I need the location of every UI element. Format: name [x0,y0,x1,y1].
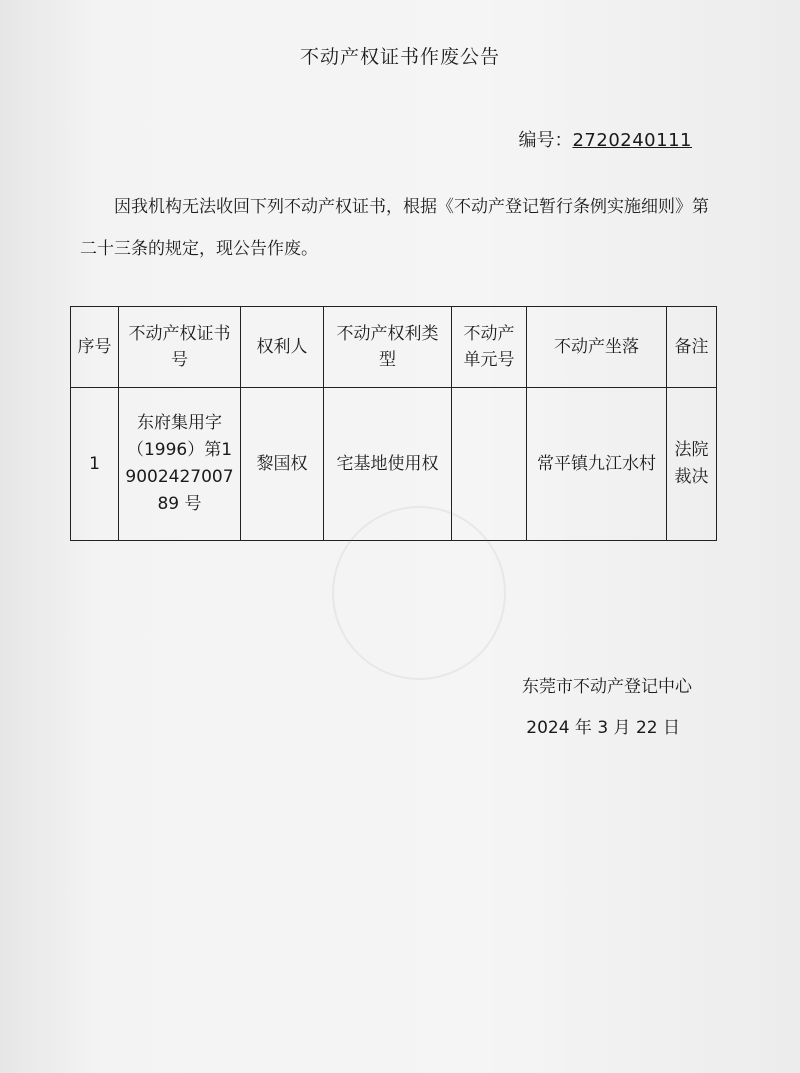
cell-remarks: 法院裁决 [667,388,717,541]
cell-serial: 1 [71,388,119,541]
table-header-row [71,307,717,388]
header-owner: 权利人 [241,307,324,388]
notice-title: 不动产权证书作废公告 [299,46,500,68]
faint-seal-mark [332,506,506,680]
header-serial: 序号 [71,307,119,388]
cell-owner: 黎国权 [241,388,324,541]
header-right-type: 不动产权利类型 [324,307,452,388]
notice-body: 因我机构无法收回下列不动产权证书，根据《不动产登记暂行条例实施细则》第二十三条的规定，现公告作废。 [80,197,709,259]
header-remarks: 备注 [667,307,717,388]
cell-right-type: 宅基地使用权 [324,388,452,541]
header-certificate-no: 不动产权证书号 [119,307,241,388]
issue-date: 2024 年 3 月 22 日 [526,718,680,738]
notice-number [518,126,692,152]
notice-number-label: 编号： [518,130,573,151]
cell-certificate-no: 东府集用字（1996）第1900242700789 号 [119,388,241,541]
issuing-organization: 东莞市不动产登记中心 [522,677,692,697]
notice-number-value: 2720240111 [572,130,692,151]
header-location: 不动产坐落 [527,307,667,388]
header-unit-no: 不动产单元号 [452,307,527,388]
cell-location: 常平镇九江水村 [527,388,667,541]
certificate-table [70,306,717,541]
